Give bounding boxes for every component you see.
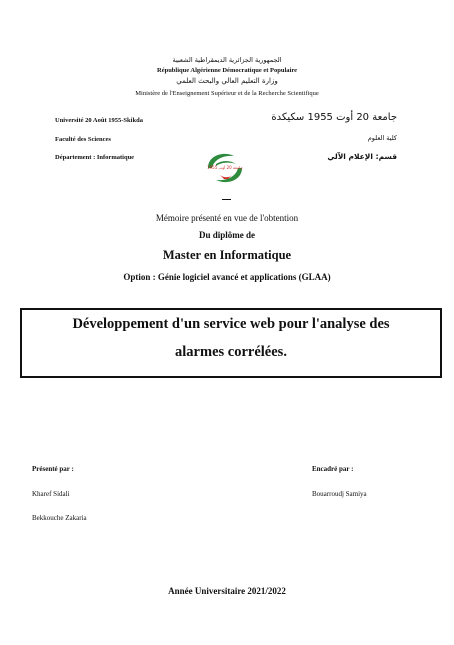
university-name-ar: جامعة 20 أوت 1955 سكيكدة bbox=[271, 112, 397, 123]
academic-year: Année Universitaire 2021/2022 bbox=[168, 586, 286, 596]
thesis-title-line-1: Développement d'un service web pour l'analyse des bbox=[72, 316, 390, 332]
degree-option: Option : Génie logiciel avancé et applications (GLAA) bbox=[123, 272, 331, 282]
student-name: Bekkouche Zakaria bbox=[32, 514, 87, 522]
university-name-fr: Université 20 Août 1955-Skikda bbox=[55, 117, 143, 124]
supervised-by-label: Encadré par : bbox=[312, 465, 354, 473]
thesis-intro: Mémoire présenté en vue de l'obtention bbox=[155, 213, 299, 223]
thesis-title-line-2: alarmes corrélées. bbox=[175, 344, 287, 360]
department-name-fr: Département : Informatique bbox=[55, 154, 135, 161]
thesis-title-box bbox=[20, 308, 442, 378]
logo-underline bbox=[222, 199, 231, 200]
faculty-name-fr: Faculté des Sciences bbox=[55, 136, 111, 143]
faculty-name-ar: كلية العلوم bbox=[367, 134, 397, 142]
header-arabic-republic: الجمهورية الجزائرية الديمقراطية الشعبية bbox=[172, 56, 282, 64]
department-name-ar: قسم: الإعلام الآلي bbox=[327, 152, 397, 161]
supervisor-name: Bouarroudj Samiya bbox=[312, 490, 367, 498]
degree-name: Master en Informatique bbox=[162, 248, 292, 262]
presented-by-label: Présenté par : bbox=[32, 465, 74, 473]
header-french-republic: République Algérienne Démocratique et Populaire bbox=[157, 67, 297, 74]
degree-intro: Du diplôme de bbox=[198, 230, 255, 240]
university-logo bbox=[202, 148, 248, 188]
header-arabic-ministry: وزارة التعليم العالي والبحث العلمي bbox=[176, 77, 278, 85]
student-name: Kharef Sidali bbox=[32, 490, 70, 498]
header-french-ministry: Ministère de l'Enseignement Supérieur et de la Recherche Scientifique bbox=[135, 90, 319, 97]
logo-text: جامعة 20 أوت 1955 bbox=[207, 165, 243, 170]
